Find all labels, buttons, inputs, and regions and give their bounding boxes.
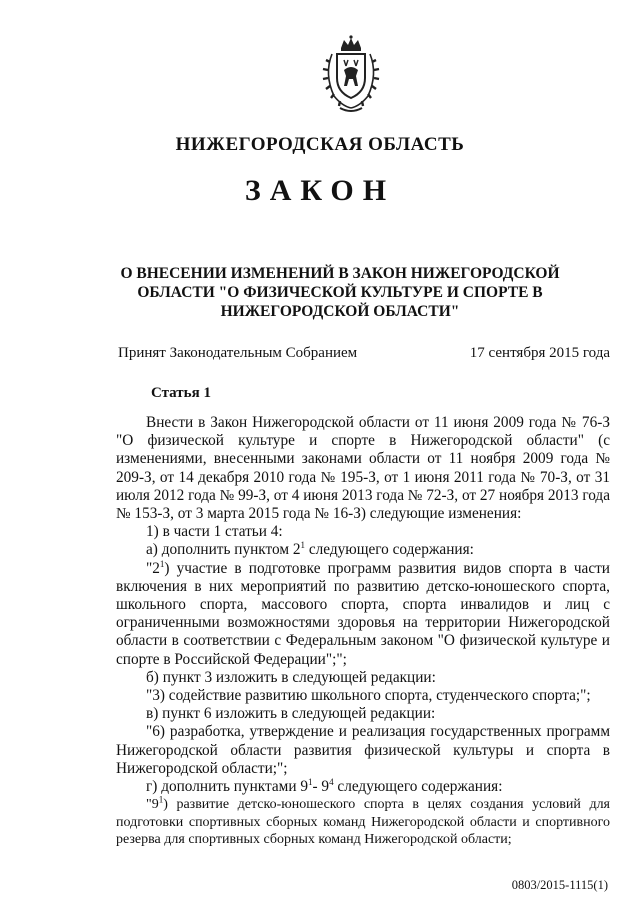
document-code: 0803/2015-1115(1) bbox=[511, 878, 608, 892]
subitem-b: б) пункт 3 изложить в следующей редакции: bbox=[146, 668, 436, 686]
subitem-g bbox=[116, 778, 610, 796]
item-1: 1) в части 1 статьи 4: bbox=[146, 523, 283, 541]
law-title bbox=[110, 264, 570, 321]
document-type: ЗАКОН bbox=[244, 174, 396, 207]
adoption-date: 17 сентября 2015 года bbox=[469, 345, 610, 361]
superscript: 1 bbox=[308, 776, 313, 787]
law-title-line: О ВНЕСЕНИИ ИЗМЕНЕНИЙ В ЗАКОН НИЖЕГОРОДСКОЙ bbox=[120, 265, 560, 282]
subitem-a bbox=[116, 541, 610, 559]
subitem-g-text: г) дополнить пунктами 9 bbox=[146, 778, 308, 796]
subitem-a-content bbox=[116, 560, 610, 669]
subitem-v: в) пункт 6 изложить в следующей редакции: bbox=[146, 705, 436, 723]
subitem-g-text: следующего содержания: bbox=[333, 778, 503, 796]
law-title-line: НИЖЕГОРОДСКОЙ ОБЛАСТИ" bbox=[220, 303, 460, 320]
subitem-b-content: "3) содействие развитию школьного спорта, студенческого спорта;"; bbox=[146, 687, 591, 705]
coat-of-arms-icon bbox=[310, 34, 392, 116]
subitem-v-content: "6) разработка, утверждение и реализация государственных программ Нижегородской области развития физической культуры и спорта в Нижегородской области;"; bbox=[116, 723, 610, 777]
article-heading: Статья 1 bbox=[151, 385, 211, 401]
quote-text: "9 bbox=[146, 797, 159, 813]
superscript: 1 bbox=[158, 794, 164, 805]
quote-text: "2 bbox=[146, 559, 160, 577]
superscript: 1 bbox=[300, 540, 306, 551]
superscript: 1 bbox=[159, 558, 165, 569]
region-name: НИЖЕГОРОДСКАЯ ОБЛАСТЬ bbox=[175, 134, 465, 155]
adoption-label: Принят Законодательным Собранием bbox=[118, 345, 358, 361]
superscript: 4 bbox=[329, 776, 334, 787]
article-body bbox=[116, 414, 610, 849]
subitem-g-text: - 9 bbox=[312, 778, 330, 796]
quote-text: ) участие в подготовке программ развития видов спорта в части включения в них мероприятий по развитию детско-юношеского спорта, школьного спорта, массового спорта, спорта инвалидов и лиц с ограниченными возможностями здоровья на территории Нижегородской области в соответствии с Федеральным законом "О физической культуре и спорте в Российской Федерации";"; bbox=[116, 559, 610, 668]
law-title-line: ОБЛАСТИ "О ФИЗИЧЕСКОЙ КУЛЬТУРЕ И СПОРТЕ В bbox=[137, 284, 543, 301]
quote-text: ) развитие детско-юношеского спорта в целях создания условий для подготовки спортивных сборных команд Нижегородской области и спортивного резерва для спортивных сборных команд Нижегородской области; bbox=[116, 797, 610, 848]
subitem-a-text: следующего содержания: bbox=[305, 541, 474, 559]
subitem-g-content bbox=[116, 796, 610, 849]
intro-paragraph: Внести в Закон Нижегородской области от 11 июня 2009 года № 76-З "О физической культуре и спорте в Нижегородской области" (с изменениями, внесенными законами области от 11 ноября 2009 года № 209-З, от 14 декабря 2010 года № 195-З, от 1 июня 2011 года № 70-З, от 31 июля 2012 года № 99-З, от 4 июня 2013 года № 72-З, от 27 ноября 2013 года № 153-З, от 3 марта 2015 года № 16-З) следующие изменения: bbox=[116, 414, 610, 523]
adoption-line bbox=[118, 345, 610, 362]
subitem-a-text: а) дополнить пунктом 2 bbox=[146, 541, 301, 559]
